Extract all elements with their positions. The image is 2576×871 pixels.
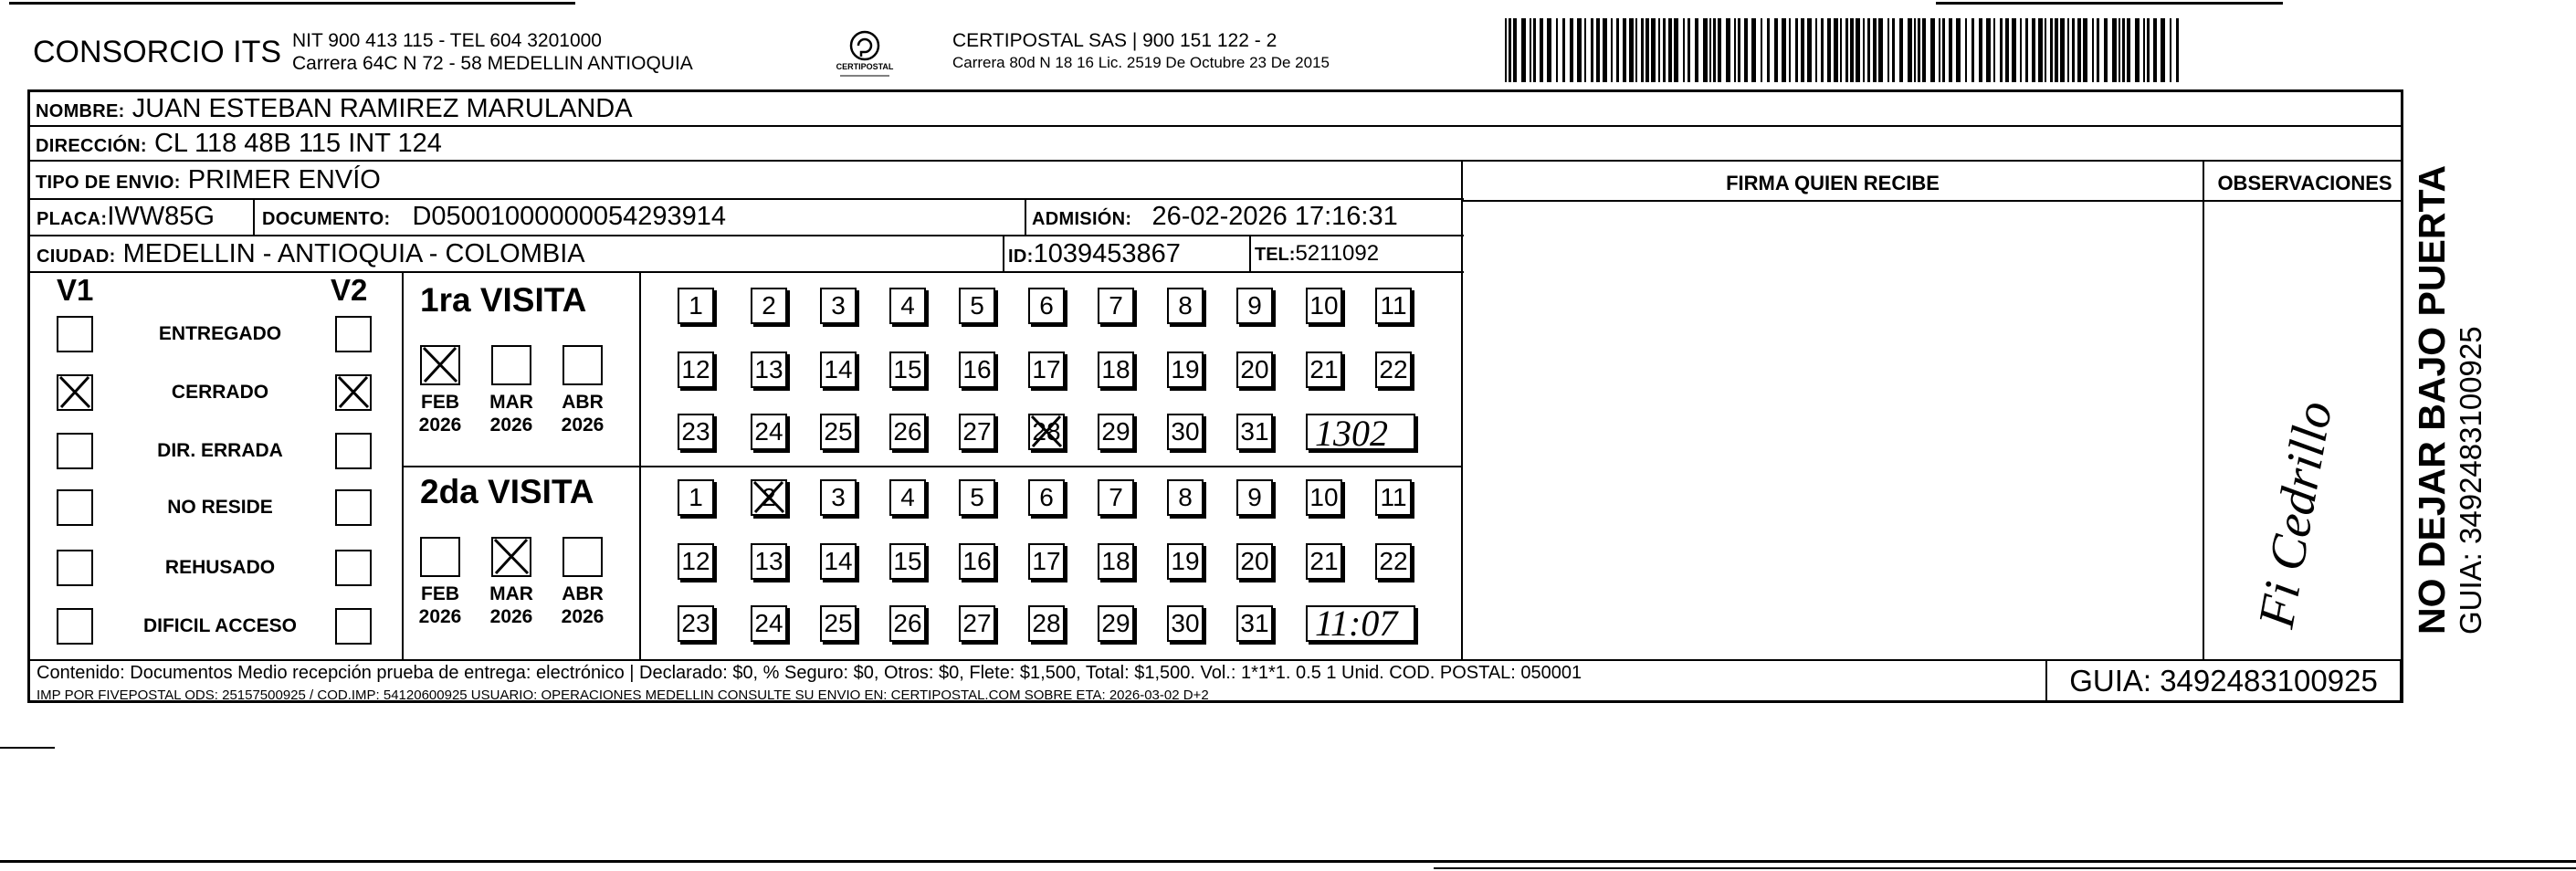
month-year: 2026: [561, 606, 605, 628]
day-box[interactable]: 7: [1098, 288, 1134, 324]
month-year: 2026: [489, 415, 533, 436]
observaciones-divider: [2203, 162, 2204, 659]
barcode-bar: [1603, 18, 1607, 82]
barcode-bar: [1629, 18, 1634, 82]
day-box[interactable]: 21: [1306, 352, 1342, 388]
placa-label: PLACA:: [37, 209, 108, 229]
status-label: ENTREGADO: [158, 323, 282, 344]
barcode-bar: [2000, 18, 2003, 82]
month-year: 2026: [418, 606, 462, 628]
barcode-bar: [1709, 18, 1711, 82]
month-label: [484, 582, 539, 628]
no-dejar-bajo-puerta: NO DEJAR BAJO PUERTA: [2411, 164, 2453, 635]
day-box[interactable]: 15: [889, 352, 926, 388]
month-label: [484, 391, 539, 436]
ciudad: [37, 239, 585, 269]
barcode-bar: [2092, 18, 2094, 82]
day-box[interactable]: 11: [1375, 288, 1412, 324]
svg-text:CERTIPOSTAL: CERTIPOSTAL: [836, 62, 894, 71]
barcode-bar: [1965, 18, 1967, 82]
barcode-bar: [1892, 18, 1895, 82]
day-mark: [1028, 414, 1065, 450]
month-checkbox[interactable]: [491, 345, 531, 385]
day-box[interactable]: 6: [1028, 288, 1065, 324]
documento: [262, 202, 726, 232]
barcode-bar: [1761, 18, 1762, 82]
recipient-signature: [2228, 338, 2344, 639]
status-label: DIR. ERRADA: [157, 440, 283, 461]
status-label: REHUSADO: [164, 557, 276, 578]
day-box[interactable]: 26: [889, 414, 926, 450]
month-name: ABR: [562, 392, 604, 413]
svg-text:11:07: 11:07: [1315, 603, 1398, 644]
day-box[interactable]: 14: [820, 352, 857, 388]
barcode-bar: [1703, 18, 1708, 82]
barcode-bar: [1774, 18, 1778, 82]
barcode-bar: [1801, 18, 1804, 82]
status-label: CERRADO: [171, 382, 269, 403]
day-box[interactable]: 2: [751, 479, 787, 516]
tel-label: TEL:: [1255, 245, 1296, 265]
barcode-bar: [1623, 18, 1626, 82]
barcode-bar: [1688, 18, 1690, 82]
barcode-bar: [1738, 18, 1740, 82]
checkbox-v1[interactable]: [57, 433, 93, 469]
month-label: [555, 582, 610, 628]
barcode-bar: [2112, 18, 2117, 82]
row-nombre: [30, 92, 2401, 127]
day-box[interactable]: 9: [1236, 288, 1273, 324]
barcode-bar: [1591, 18, 1593, 82]
barcode: [1505, 18, 2181, 82]
barcode-bar: [1949, 18, 1952, 82]
barcode-bar: [2083, 18, 2087, 82]
check-mark-v2: [335, 374, 372, 411]
day-box[interactable]: 3: [820, 479, 857, 516]
day-box[interactable]: 17: [1028, 352, 1065, 388]
ciudad-value: MEDELLIN - ANTIOQUIA - COLOMBIA: [122, 239, 585, 268]
barcode-bar: [2012, 18, 2016, 82]
month-label: [555, 391, 610, 436]
side-notice: [2411, 165, 2488, 635]
month-label: [413, 582, 468, 628]
barcode-bar: [1530, 18, 1531, 82]
day-box[interactable]: 10: [1306, 288, 1342, 324]
company-address: Carrera 64C N 72 - 58 MEDELLIN ANTIOQUIA: [292, 53, 693, 75]
barcode-bar: [1789, 18, 1791, 82]
barcode-bar: [1807, 18, 1812, 82]
barcode-bar: [1939, 18, 1940, 82]
barcode-bar: [1713, 18, 1716, 82]
barcode-bar: [1993, 18, 1995, 82]
month-check-mark: [420, 345, 460, 385]
barcode-bar: [1734, 18, 1736, 82]
day-box[interactable]: 11: [1375, 479, 1412, 516]
v2-header: V2: [331, 273, 368, 307]
barcode-bar: [1751, 18, 1756, 82]
documento-value: D05001000000054293914: [412, 202, 726, 231]
checkbox-v1[interactable]: [57, 316, 93, 352]
day-box[interactable]: 25: [820, 605, 857, 642]
barcode-bar: [2161, 18, 2165, 82]
day-box[interactable]: 17: [1028, 543, 1065, 580]
barcode-bar: [2147, 18, 2150, 82]
day-box[interactable]: 4: [889, 479, 926, 516]
divider: [253, 200, 255, 236]
day-box[interactable]: 8: [1167, 288, 1204, 324]
svg-text:1302: 1302: [1315, 413, 1388, 454]
barcode-bar: [1683, 18, 1685, 82]
day-box[interactable]: 13: [751, 543, 787, 580]
checkbox-v2[interactable]: [335, 489, 372, 526]
barcode-bar: [2153, 18, 2157, 82]
checkbox-v2[interactable]: [335, 550, 372, 586]
bottom-rule-right: [1434, 867, 2576, 869]
day-box[interactable]: 25: [820, 414, 857, 450]
checkbox-v1[interactable]: [57, 550, 93, 586]
barcode-bar: [1908, 18, 1912, 82]
day-box[interactable]: 31: [1236, 414, 1273, 450]
ciudad-label: CIUDAD:: [37, 247, 116, 267]
day-box[interactable]: 2: [751, 288, 787, 324]
day-box[interactable]: 22: [1375, 543, 1412, 580]
barcode-bar: [2060, 18, 2065, 82]
tel: [1255, 241, 1379, 267]
day-box[interactable]: 29: [1098, 605, 1134, 642]
courier-name: CERTIPOSTAL SAS | 900 151 122 - 2: [952, 30, 1277, 51]
day-box[interactable]: 23: [678, 414, 714, 450]
day-box[interactable]: 24: [751, 414, 787, 450]
company-name: CONSORCIO ITS: [33, 35, 282, 69]
barcode-bar: [1584, 18, 1586, 82]
month-name: FEB: [421, 583, 459, 604]
firma-divider: [1461, 162, 1463, 659]
day-box[interactable]: 5: [959, 288, 995, 324]
day-box[interactable]: 5: [959, 479, 995, 516]
barcode-bar: [2020, 18, 2022, 82]
day-box[interactable]: 12: [678, 543, 714, 580]
row-tipo: [30, 162, 1464, 200]
barcode-bar: [1850, 18, 1854, 82]
month-year: 2026: [489, 606, 533, 628]
barcode-bar: [1521, 18, 1526, 82]
month-name: FEB: [421, 392, 459, 413]
visit-divider: [402, 466, 1461, 467]
barcode-bar: [1956, 18, 1961, 82]
day-box[interactable]: 31: [1236, 605, 1273, 642]
barcode-bar: [1979, 18, 1982, 82]
tipo-value: PRIMER ENVÍO: [187, 165, 381, 194]
company-nit: NIT 900 413 115 - TEL 604 3201000: [292, 30, 602, 51]
company-info: [292, 29, 693, 75]
day-mark: [751, 479, 787, 516]
barcode-bar: [1505, 18, 1507, 82]
day-box[interactable]: 23: [678, 605, 714, 642]
day-box[interactable]: 30: [1167, 605, 1204, 642]
barcode-bar: [2104, 18, 2108, 82]
barcode-bar: [1767, 18, 1770, 82]
day-box[interactable]: 1: [678, 479, 714, 516]
day-box[interactable]: 1: [678, 288, 714, 324]
visit-title: 2da VISITA: [420, 473, 594, 510]
day-box[interactable]: 19: [1167, 543, 1204, 580]
barcode-bar: [1899, 18, 1903, 82]
day-box[interactable]: 8: [1167, 479, 1204, 516]
barcode-bar: [1663, 18, 1666, 82]
barcode-bar: [1611, 18, 1613, 82]
day-box[interactable]: 4: [889, 288, 926, 324]
month-checkbox[interactable]: [420, 537, 460, 577]
nombre-value: JUAN ESTEBAN RAMIREZ MARULANDA: [131, 94, 633, 123]
barcode-bar: [2025, 18, 2028, 82]
bottom-rule: [0, 860, 2576, 863]
barcode-bar: [2005, 18, 2009, 82]
barcode-bar: [2045, 18, 2046, 82]
barcode-bar: [2077, 18, 2081, 82]
barcode-bar: [1556, 18, 1558, 82]
barcode-bar: [1815, 18, 1817, 82]
footer-text: [37, 663, 1582, 703]
v1-header: V1: [57, 273, 94, 307]
checkbox-v1[interactable]: [57, 489, 93, 526]
barcode-bar: [1674, 18, 1678, 82]
day-box[interactable]: 21: [1306, 543, 1342, 580]
checkbox-v1[interactable]: [57, 608, 93, 645]
barcode-bar: [1547, 18, 1551, 82]
barcode-bar: [1570, 18, 1573, 82]
month-year: 2026: [561, 415, 605, 436]
admision: [1032, 202, 1398, 232]
day-box[interactable]: 15: [889, 543, 926, 580]
day-box[interactable]: 16: [959, 352, 995, 388]
barcode-bar: [1922, 18, 1926, 82]
footer-line2: IMP POR FIVEPOSTAL ODS: 25157500925 / COD.IMP: 54120600925 USUARIO: OPERACIONES MEDELLIN CONSULTE SU ENVIO EN: CERTIPOSTAL.COM SOBRE ETA: 2026-03-02 D+2: [37, 687, 1209, 703]
certipostal-logo: [833, 27, 897, 79]
check-mark-v1: [57, 374, 93, 411]
day-box[interactable]: 29: [1098, 414, 1134, 450]
top-rule-left: [9, 2, 575, 5]
barcode-bar: [1616, 18, 1619, 82]
barcode-bar: [1577, 18, 1582, 82]
month-checkbox[interactable]: [563, 345, 603, 385]
id: [1008, 239, 1181, 269]
barcode-bar: [2176, 18, 2179, 82]
barcode-bar: [1873, 18, 1877, 82]
month-name: MAR: [489, 583, 533, 604]
barcode-bar: [2050, 18, 2053, 82]
month-checkbox[interactable]: [563, 537, 603, 577]
status-label: NO RESIDE: [167, 497, 273, 518]
barcode-bar: [2127, 18, 2130, 82]
barcode-bar: [1887, 18, 1889, 82]
day-box[interactable]: 20: [1236, 543, 1273, 580]
documento-label: DOCUMENTO:: [262, 209, 391, 229]
day-box[interactable]: 6: [1028, 479, 1065, 516]
barcode-bar: [1726, 18, 1730, 82]
header-underline: [1463, 200, 2403, 202]
month-year: 2026: [418, 415, 462, 436]
barcode-bar: [1914, 18, 1916, 82]
id-label: ID:: [1008, 247, 1034, 267]
barcode-bar: [2097, 18, 2099, 82]
day-box[interactable]: 3: [820, 288, 857, 324]
day-box[interactable]: 18: [1098, 352, 1134, 388]
divider: [1003, 236, 1004, 273]
barcode-bar: [1821, 18, 1824, 82]
barcode-bar: [2038, 18, 2043, 82]
barcode-bar: [2119, 18, 2120, 82]
barcode-bar: [2067, 18, 2069, 82]
barcode-bar: [1795, 18, 1798, 82]
barcode-bar: [1641, 18, 1644, 82]
barcode-bar: [2135, 18, 2140, 82]
tipo-label: TIPO DE ENVIO:: [36, 173, 181, 193]
day-box[interactable]: 22: [1375, 352, 1412, 388]
side-guia: GUIA: 3492483100925: [2454, 326, 2487, 635]
day-box[interactable]: 7: [1098, 479, 1134, 516]
top-rule-right: [1936, 2, 2283, 5]
month-check-mark: [491, 537, 531, 577]
day-box[interactable]: 10: [1306, 479, 1342, 516]
status-label: DIFICIL ACCESO: [142, 615, 297, 636]
checkbox-v2[interactable]: [335, 316, 372, 352]
checkbox-v2[interactable]: [335, 433, 372, 469]
barcode-bar: [1562, 18, 1565, 82]
day-box[interactable]: 9: [1236, 479, 1273, 516]
barcode-bar: [1863, 18, 1865, 82]
checkbox-v2[interactable]: [335, 608, 372, 645]
id-value: 1039453867: [1033, 239, 1181, 268]
day-box[interactable]: 27: [959, 414, 995, 450]
day-box[interactable]: 24: [751, 605, 787, 642]
barcode-bar: [1930, 18, 1935, 82]
barcode-bar: [1971, 18, 1974, 82]
courier-address: Carrera 80d N 18 16 Lic. 2519 De Octubre 23 De 2015: [952, 54, 1330, 72]
barcode-bar: [1645, 18, 1649, 82]
time-box[interactable]: [1306, 605, 1415, 642]
visit-title: 1ra VISITA: [420, 281, 587, 319]
barcode-bar: [1878, 18, 1883, 82]
barcode-bar: [2122, 18, 2125, 82]
barcode-bar: [1533, 18, 1536, 82]
day-box[interactable]: 16: [959, 543, 995, 580]
day-box[interactable]: 12: [678, 352, 714, 388]
observaciones-header: OBSERVACIONES: [2217, 172, 2392, 194]
barcode-bar: [1942, 18, 1945, 82]
nombre-label: NOMBRE:: [36, 101, 125, 121]
barcode-bar: [1867, 18, 1870, 82]
barcode-bar: [2055, 18, 2058, 82]
barcode-bar: [1651, 18, 1656, 82]
day-box[interactable]: 14: [820, 543, 857, 580]
barcode-bar: [1718, 18, 1721, 82]
svg-text:Fi Cedrillo: Fi Cedrillo: [2247, 396, 2344, 633]
barcode-bar: [1845, 18, 1848, 82]
admision-label: ADMISIÓN:: [1032, 209, 1132, 229]
divider: [1025, 200, 1026, 236]
day-box[interactable]: 26: [889, 605, 926, 642]
barcode-bar: [1918, 18, 1920, 82]
tel-value: 5211092: [1295, 241, 1380, 266]
direccion-value: CL 118 48B 115 INT 124: [153, 129, 442, 158]
day-box[interactable]: 19: [1167, 352, 1204, 388]
barcode-bar: [1840, 18, 1842, 82]
barcode-bar: [1596, 18, 1600, 82]
divider: [1249, 236, 1251, 273]
month-label: [413, 391, 468, 436]
footer-line1: Contenido: Documentos Medio recepción prueba de entrega: electrónico | Declarado: $0, % Seguro: $0, Otros: $0, Flete: $1,500, Total: $1,500. Vol.: 1*1*1. 0.5 1 Unid. COD. POSTAL: 050001: [37, 663, 1582, 683]
time-box[interactable]: [1306, 414, 1415, 450]
day-box[interactable]: 20: [1236, 352, 1273, 388]
barcode-bar: [1856, 18, 1860, 82]
barcode-bar: [2072, 18, 2075, 82]
barcode-bar: [1827, 18, 1831, 82]
placa: [37, 202, 215, 232]
barcode-bar: [1834, 18, 1838, 82]
day-box[interactable]: 18: [1098, 543, 1134, 580]
barcode-bar: [1744, 18, 1748, 82]
barcode-bar: [1782, 18, 1786, 82]
firma-header: FIRMA QUIEN RECIBE: [1726, 172, 1940, 194]
admision-value: 26-02-2026 17:16:31: [1151, 202, 1398, 231]
barcode-bar: [1986, 18, 1991, 82]
barcode-bar: [1658, 18, 1660, 82]
day-box[interactable]: 27: [959, 605, 995, 642]
barcode-bar: [1695, 18, 1698, 82]
day-box[interactable]: 28: [1028, 414, 1065, 450]
row-direccion: [30, 127, 2401, 162]
month-name: MAR: [489, 392, 533, 413]
direccion-label: DIRECCIÓN:: [36, 136, 147, 156]
barcode-bar: [1509, 18, 1511, 82]
barcode-bar: [1513, 18, 1517, 82]
barcode-bar: [1635, 18, 1637, 82]
barcode-bar: [1540, 18, 1543, 82]
lower-rule: [0, 747, 55, 749]
barcode-bar: [2032, 18, 2035, 82]
day-box[interactable]: 28: [1028, 605, 1065, 642]
guia-box: GUIA: 3492483100925: [2045, 659, 2402, 703]
day-box[interactable]: 13: [751, 352, 787, 388]
day-box[interactable]: 30: [1167, 414, 1204, 450]
barcode-bar: [2143, 18, 2145, 82]
courier-info: [952, 29, 1330, 73]
month-name: ABR: [562, 583, 604, 604]
barcode-bar: [2170, 18, 2171, 82]
placa-value: IWW85G: [107, 202, 215, 231]
barcode-bar: [1668, 18, 1672, 82]
